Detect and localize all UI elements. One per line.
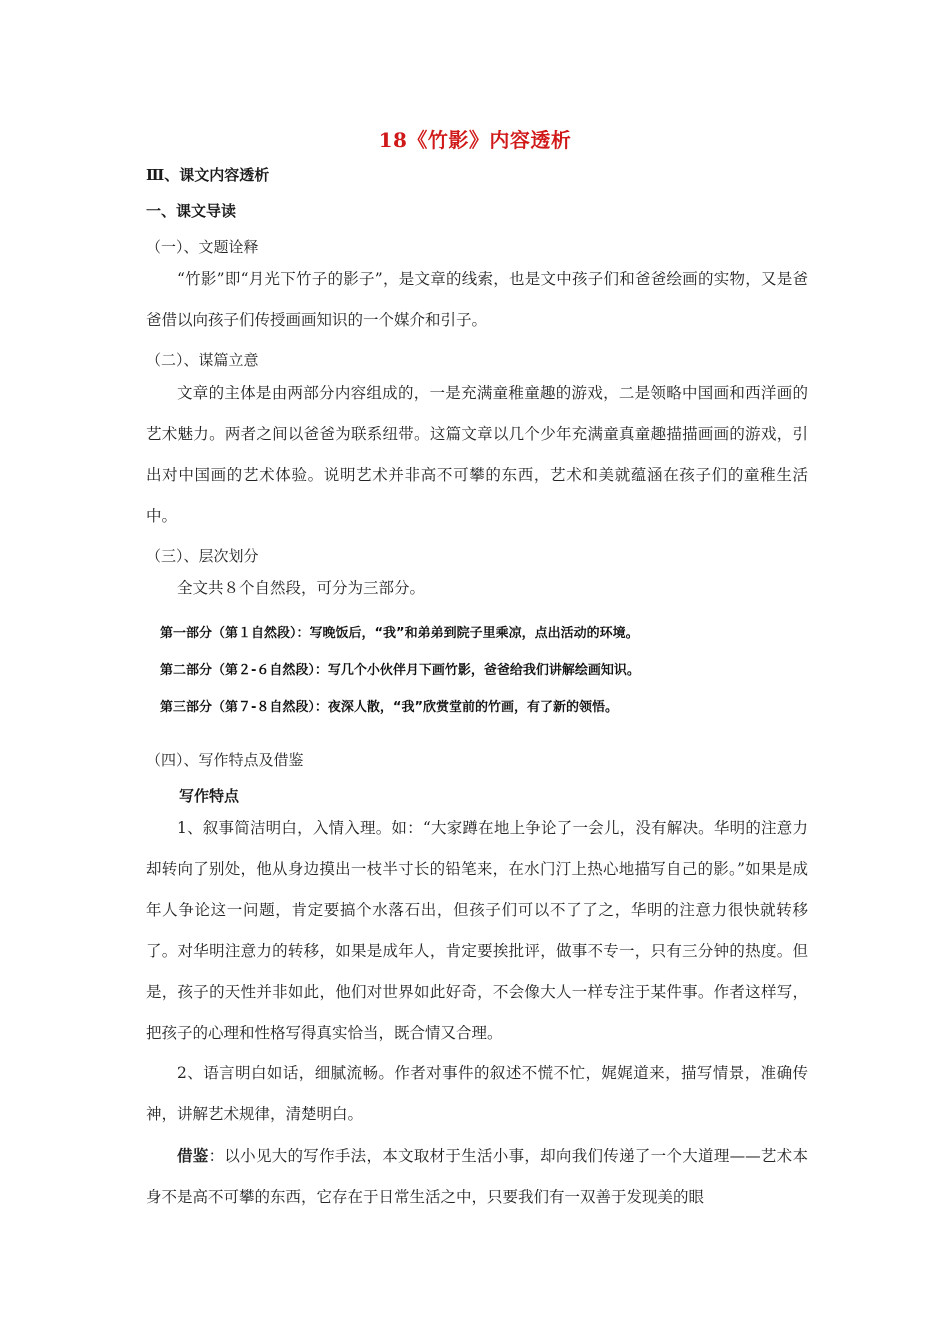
borrow-text: ：以小见大的写作手法，本文取材于生活小事，却向我们传递了一个大道理——艺术本身不是高不可攀的东西，它存在于日常生活之中，只要我们有一双善于发现美的眼 xyxy=(146,1147,808,1206)
section-heading-guide: 一、课文导读 xyxy=(146,202,237,220)
paragraph-borrow xyxy=(146,1135,808,1218)
paragraph-structure-idea: 文章的主体是由两部分内容组成的，一是充满童稚童趣的游戏，二是领略中国画和西洋画的艺术魅力。两者之间以爸爸为联系纽带。这篇文章以几个少年充满童真童趣描描画画的游戏，引出对中国画的艺术体验。说明艺术并非高不可攀的东西，艺术和美就蕴涵在孩子们的童稚生活中。 xyxy=(146,384,808,525)
part-item: 第三部分（第７-８自然段）：夜深人散，“我”欣赏堂前的竹画，有了新的领悟。 xyxy=(160,700,618,715)
paragraph-feature-1: 1、叙事简洁明白，入情入理。如：“大家蹲在地上争论了一会儿，没有解决。华明的注意力却转向了别处，他从身边摸出一枝半寸长的铅笔来，在水门汀上热心地描写自己的影。”如果是成年人争论这一问题，肯定要搞个水落石出，但孩子们可以不了了之，华明的注意力很快就转移了。对华明注意力的转移，如果是成年人，肯定要挨批评，做事不专一，只有三分钟的热度。但是，孩子的天性并非如此，他们对世界如此好奇，不会像大人一样专注于某件事。作者这样写，把孩子的心理和性格写得真实恰当，既合情又合理。 xyxy=(146,819,808,1042)
subheading-structure-idea: （二）、谋篇立意 xyxy=(146,351,259,369)
paragraph-feature-2: 2、语言明白如话，细腻流畅。作者对事件的叙述不慌不忙，娓娓道来，描写情景，准确传神，讲解艺术规律，清楚明白。 xyxy=(146,1064,808,1123)
page-title: 18《竹影》内容透析 xyxy=(378,128,572,152)
borrow-label: 借鉴 xyxy=(177,1146,209,1165)
paragraph-level-intro: 全文共８个自然段，可分为三部分。 xyxy=(177,579,426,597)
writing-features-label: 写作特点 xyxy=(179,787,240,805)
part-item: 第二部分（第２-６自然段）：写几个小伙伴月下画竹影，爸爸给我们讲解绘画知识。 xyxy=(160,663,640,678)
paragraph-title-interpretation: “竹影”即“月光下竹子的影子”，是文章的线索，也是文中孩子们和爸爸绘画的实物，又是爸爸借以向孩子们传授画画知识的一个媒介和引子。 xyxy=(146,270,808,329)
section-heading-main: Ⅲ、课文内容透析 xyxy=(146,166,270,184)
subheading-writing-features: （四）、写作特点及借鉴 xyxy=(146,751,304,769)
subheading-title-interpretation: （一）、文题诠释 xyxy=(146,238,259,256)
subheading-level-division: （三）、层次划分 xyxy=(146,547,259,565)
part-item: 第一部分（第１自然段）：写晚饭后，“我”和弟弟到院子里乘凉，点出活动的环境。 xyxy=(160,626,639,641)
